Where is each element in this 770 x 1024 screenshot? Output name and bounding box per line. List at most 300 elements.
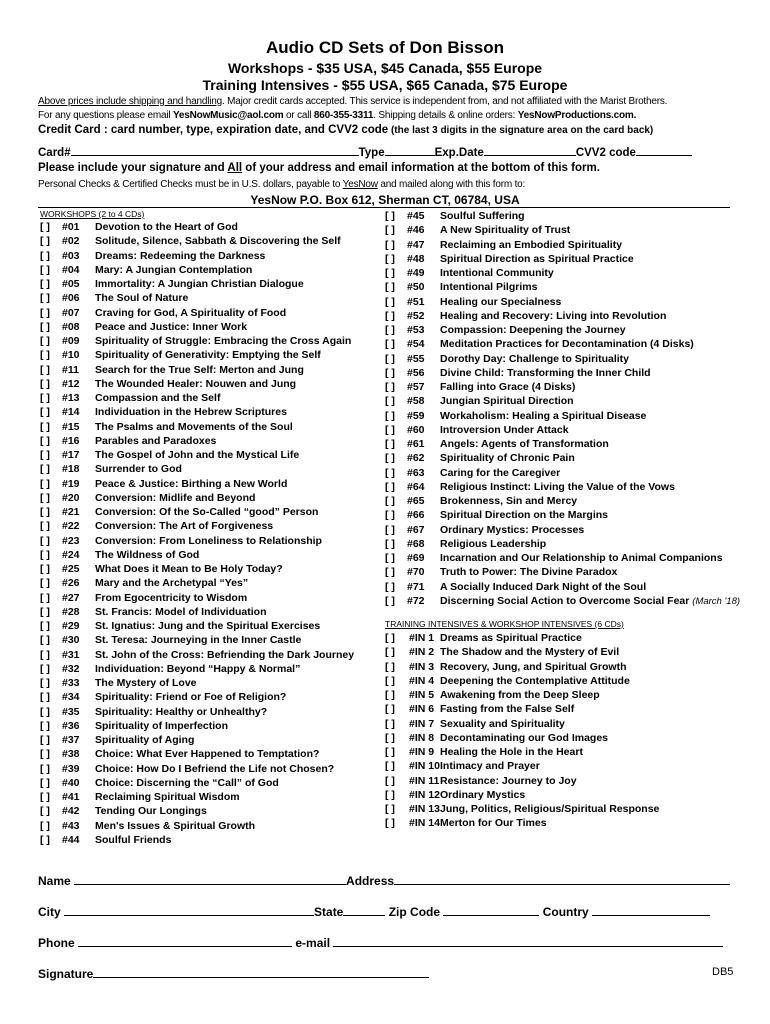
- workshop-item: [40, 234, 380, 248]
- checkbox[interactable]: [ ]: [40, 335, 50, 347]
- workshop-item: [40, 519, 380, 533]
- checkbox[interactable]: [ ]: [40, 591, 50, 604]
- item-title: Tending Our Longings: [95, 805, 207, 818]
- checks-note: Personal Checks & Certified Checks must be in U.S. dollars, payable to YesNow and mailed along with this form to:: [38, 179, 526, 190]
- item-number: #56: [407, 366, 425, 379]
- zip-field[interactable]: [443, 904, 539, 916]
- checkbox[interactable]: [ ]: [385, 495, 395, 507]
- checkbox[interactable]: [ ]: [40, 491, 50, 504]
- checkbox[interactable]: [ ]: [40, 221, 50, 233]
- state-field[interactable]: [343, 904, 385, 916]
- city-field[interactable]: [64, 904, 314, 916]
- item-title: Incarnation and Our Relationship to Animal Companions: [440, 552, 723, 564]
- checkbox[interactable]: [ ]: [385, 267, 395, 279]
- item-title: Brokenness, Sin and Mercy: [440, 495, 578, 507]
- checkbox[interactable]: [ ]: [385, 632, 395, 644]
- checkbox[interactable]: [ ]: [40, 349, 50, 362]
- signature-instructions: Please include your signature and All of your address and email information at the bottom of this form.: [38, 162, 600, 174]
- item-title: The Mystery of Love: [95, 677, 197, 689]
- item-title: Craving for God, A Spirituality of Food: [95, 306, 287, 319]
- checkbox[interactable]: [ ]: [40, 634, 50, 647]
- workshop-item: [385, 366, 735, 380]
- credit-card-instructions: Credit Card : card number, type, expiration date, and CVV2 code (the last 3 digits in the signature area on the card back): [38, 124, 654, 136]
- item-number: #27: [62, 591, 80, 604]
- checkbox[interactable]: [ ]: [40, 306, 50, 319]
- checkbox[interactable]: [ ]: [385, 324, 395, 336]
- item-number: #49: [407, 267, 425, 279]
- checkbox[interactable]: [ ]: [385, 566, 395, 579]
- item-title: The Soul of Nature: [95, 292, 189, 305]
- item-number: #IN 7: [409, 717, 435, 730]
- workshop-item: [40, 320, 380, 334]
- workshop-item: [40, 762, 380, 776]
- checkbox[interactable]: [ ]: [40, 392, 50, 404]
- item-number: #46: [407, 224, 425, 237]
- mailing-address: YesNow P.O. Box 612, Sherman CT, 06784, USA: [250, 193, 520, 207]
- item-title: St. John of the Cross: Befriending the Dark Journey: [95, 648, 355, 661]
- checkbox[interactable]: [ ]: [40, 748, 50, 761]
- workshop-item: [40, 776, 380, 790]
- item-number: #63: [407, 466, 425, 479]
- item-title: Peace and Justice: Inner Work: [95, 320, 248, 333]
- item-title: A New Spirituality of Trust: [440, 224, 571, 237]
- checkbox[interactable]: [ ]: [385, 689, 395, 701]
- checkbox[interactable]: [ ]: [385, 594, 395, 607]
- item-title: Conversion: Midlife and Beyond: [95, 491, 256, 504]
- checkbox[interactable]: [ ]: [385, 803, 395, 815]
- item-title: Immortality: A Jungian Christian Dialogue: [95, 278, 304, 290]
- website-link[interactable]: YesNowProductions.com.: [517, 110, 637, 121]
- intensive-item: [385, 688, 735, 702]
- item-number: #32: [62, 662, 80, 675]
- contact-email[interactable]: YesNowMusic@aol.com: [173, 110, 284, 121]
- checkbox[interactable]: [ ]: [385, 552, 395, 564]
- intensives-header: TRAINING INTENSIVES & WORKSHOP INTENSIVES (6 CDs): [385, 619, 624, 629]
- item-number: #66: [407, 509, 425, 522]
- item-title: Parables and Paradoxes: [95, 434, 217, 447]
- checkbox[interactable]: [ ]: [40, 449, 50, 461]
- item-number: #62: [407, 452, 425, 465]
- intensive-item: [385, 759, 735, 773]
- item-title: Spirituality: Friend or Foe of Religion?: [95, 691, 287, 704]
- item-number: #IN 2: [409, 646, 435, 659]
- item-number: #23: [62, 534, 80, 547]
- checkbox[interactable]: [ ]: [40, 292, 50, 305]
- item-number: #IN 12: [409, 788, 440, 801]
- item-number: #04: [62, 263, 80, 276]
- workshop-item: [40, 619, 380, 633]
- item-title: Intentional Community: [440, 267, 554, 279]
- workshop-item: [385, 437, 735, 451]
- name-field[interactable]: [74, 873, 346, 885]
- item-number: #15: [62, 420, 80, 433]
- workshop-item: [40, 576, 380, 590]
- workshop-item: [40, 548, 380, 562]
- workshop-item: [40, 491, 380, 505]
- contact-phone: 860-355-3311: [313, 110, 374, 121]
- item-number: #65: [407, 495, 425, 507]
- checkbox[interactable]: [ ]: [40, 662, 50, 675]
- card-number-field[interactable]: [71, 144, 359, 156]
- workshop-item: [385, 337, 735, 351]
- item-title: Religious Leadership: [440, 537, 547, 550]
- workshop-item: [385, 409, 735, 423]
- item-number: #26: [62, 577, 80, 590]
- item-number: #36: [62, 719, 80, 732]
- item-title: The Wounded Healer: Nouwen and Jung: [95, 377, 297, 390]
- checkbox[interactable]: [ ]: [385, 674, 395, 687]
- item-number: #58: [407, 395, 425, 408]
- item-title: Intentional Pilgrims: [440, 281, 538, 294]
- item-number: #01: [62, 221, 80, 233]
- item-number: #45: [407, 210, 425, 222]
- item-number: #IN 14: [409, 817, 440, 830]
- item-number: #60: [407, 423, 425, 436]
- checkbox[interactable]: [ ]: [40, 406, 50, 419]
- page-title: Audio CD Sets of Don Bisson: [266, 38, 504, 57]
- checkbox[interactable]: [ ]: [385, 338, 395, 351]
- item-title: Healing and Recovery: Living into Revolution: [440, 309, 667, 322]
- item-number: #34: [62, 691, 80, 704]
- item-title: St. Ignatius: Jung and the Spiritual Exercises: [95, 620, 321, 632]
- item-number: #47: [407, 238, 425, 251]
- item-number: #09: [62, 335, 80, 347]
- checkbox[interactable]: [ ]: [385, 760, 395, 773]
- checkbox[interactable]: [ ]: [40, 805, 50, 818]
- item-number: #10: [62, 349, 80, 362]
- item-title: Ordinary Mystics: [440, 788, 526, 801]
- item-title: Reclaiming an Embodied Spirituality: [440, 238, 623, 251]
- cvv2-field[interactable]: [636, 144, 692, 156]
- checkbox[interactable]: [ ]: [385, 252, 395, 265]
- workshop-item: [385, 565, 735, 579]
- intensive-prices: Training Intensives - $55 USA, $65 Canada, $75 Europe: [202, 77, 568, 93]
- checkbox[interactable]: [ ]: [385, 352, 395, 365]
- checkbox[interactable]: [ ]: [40, 278, 50, 290]
- checkbox[interactable]: [ ]: [40, 263, 50, 276]
- checkbox[interactable]: [ ]: [385, 731, 395, 744]
- item-number: #41: [62, 791, 80, 803]
- item-number: #52: [407, 309, 425, 322]
- workshop-item: [40, 562, 380, 576]
- workshop-item: [385, 252, 735, 266]
- item-title: St. Teresa: Journeying in the Inner Castle: [95, 634, 302, 647]
- intensive-item: [385, 674, 735, 688]
- item-title: Recovery, Jung, and Spiritual Growth: [440, 660, 627, 673]
- item-number: #69: [407, 552, 425, 564]
- item-title: Surrender to God: [95, 463, 182, 476]
- email-field[interactable]: [333, 935, 723, 947]
- workshop-item: [385, 238, 735, 252]
- item-title: Individuation: Beyond “Happy & Normal”: [95, 662, 301, 675]
- item-title: Awakening from the Deep Sleep: [440, 689, 600, 701]
- checkbox[interactable]: [ ]: [40, 705, 50, 718]
- item-title: Choice: How Do I Befriend the Life not Chosen?: [95, 762, 335, 775]
- checkbox[interactable]: [ ]: [385, 523, 395, 536]
- checkbox[interactable]: [ ]: [40, 776, 50, 789]
- item-number: #08: [62, 320, 80, 333]
- checkbox[interactable]: [ ]: [385, 423, 395, 436]
- workshop-item: [40, 534, 380, 548]
- checkbox[interactable]: [ ]: [40, 762, 50, 775]
- checkbox[interactable]: [ ]: [40, 648, 50, 661]
- item-number: #68: [407, 537, 425, 550]
- workshops-column-right: [385, 209, 741, 831]
- item-title: Decontaminating our God Images: [440, 731, 609, 744]
- checkbox[interactable]: [ ]: [385, 295, 395, 308]
- checkbox[interactable]: [ ]: [40, 506, 50, 518]
- card-row: Card# Type Exp.Date CVV2 code: [38, 144, 738, 159]
- item-title: Introversion Under Attack: [440, 423, 569, 436]
- workshop-item: [40, 662, 380, 676]
- item-number: #IN 1: [409, 632, 435, 644]
- item-number: #19: [62, 477, 80, 490]
- item-title: Fasting from the False Self: [440, 703, 575, 716]
- item-title: Search for the True Self: Merton and Jung: [95, 363, 304, 376]
- checkbox[interactable]: [ ]: [40, 463, 50, 476]
- item-title: The Shadow and the Mystery of Evil: [440, 646, 620, 659]
- intensive-item: [385, 745, 735, 759]
- checkbox[interactable]: [ ]: [40, 563, 50, 575]
- checkbox[interactable]: [ ]: [385, 409, 395, 422]
- checkbox[interactable]: [ ]: [40, 477, 50, 490]
- workshop-item: [385, 394, 735, 408]
- item-number: #38: [62, 748, 80, 761]
- item-title: Deepening the Contemplative Attitude: [440, 674, 630, 687]
- item-number: #44: [62, 833, 80, 846]
- workshop-item: [385, 323, 735, 337]
- item-number: #64: [407, 480, 425, 493]
- workshop-item: [40, 633, 380, 647]
- checkbox[interactable]: [ ]: [40, 363, 50, 376]
- item-number: #17: [62, 449, 80, 461]
- checkbox[interactable]: [ ]: [385, 395, 395, 408]
- checkbox[interactable]: [ ]: [40, 249, 50, 262]
- item-title: The Psalms and Movements of the Soul: [95, 420, 293, 433]
- item-number: #33: [62, 677, 80, 689]
- workshop-item: [40, 462, 380, 476]
- checkbox[interactable]: [ ]: [40, 791, 50, 803]
- item-number: #IN 5: [409, 689, 435, 701]
- item-title: Individuation in the Hebrew Scriptures: [95, 406, 287, 419]
- workshop-prices: Workshops - $35 USA, $45 Canada, $55 Europe: [227, 60, 543, 76]
- checkbox[interactable]: [ ]: [40, 520, 50, 533]
- checkbox[interactable]: [ ]: [385, 210, 395, 222]
- workshop-item: [385, 523, 735, 537]
- item-title: Compassion: Deepening the Journey: [440, 324, 626, 336]
- item-title: Mary and the Archetypal “Yes”: [95, 577, 249, 590]
- card-type-field[interactable]: [385, 144, 435, 156]
- workshop-item: [40, 434, 380, 448]
- workshop-item: [40, 448, 380, 462]
- item-title: Soulful Suffering: [440, 210, 525, 222]
- item-title: Intimacy and Prayer: [440, 760, 540, 773]
- item-title: Spirituality of Struggle: Embracing the Cross Again: [95, 335, 352, 347]
- item-title: The Wildness of God: [95, 548, 200, 561]
- checkbox[interactable]: [ ]: [385, 366, 395, 379]
- checkbox[interactable]: [ ]: [385, 646, 395, 659]
- item-title: Merton for Our Times: [440, 817, 547, 830]
- signature-row: Signature: [38, 966, 429, 981]
- item-number: #IN 9: [409, 746, 435, 758]
- checkbox[interactable]: [ ]: [40, 819, 50, 832]
- address-field[interactable]: [394, 873, 730, 885]
- item-title: Conversion: Of the So-Called “good” Person: [95, 506, 319, 518]
- item-title: Peace & Justice: Birthing a New World: [95, 477, 288, 490]
- checkbox[interactable]: [ ]: [40, 420, 50, 433]
- checkbox[interactable]: [ ]: [40, 605, 50, 618]
- item-number: #70: [407, 566, 425, 579]
- contact-line: For any questions please email YesNowMusic@aol.com or call 860-355-3311. Shipping details & online orders: YesNowProductions.com.: [38, 110, 637, 121]
- checkbox[interactable]: [ ]: [40, 320, 50, 333]
- item-number: #55: [407, 352, 425, 365]
- item-number: #05: [62, 278, 80, 290]
- workshop-item: [40, 747, 380, 761]
- signature-field[interactable]: [93, 966, 429, 978]
- checkbox[interactable]: [ ]: [40, 577, 50, 590]
- item-title: Choice: Discerning the “Call” of God: [95, 776, 279, 789]
- checkbox[interactable]: [ ]: [40, 691, 50, 704]
- item-title: Reclaiming Spiritual Wisdom: [95, 791, 240, 803]
- checkbox[interactable]: [ ]: [40, 534, 50, 547]
- workshops-column-left: [40, 209, 380, 847]
- workshop-item: [40, 804, 380, 818]
- checkbox[interactable]: [ ]: [385, 580, 395, 593]
- workshop-item: [385, 309, 735, 323]
- item-number: #21: [62, 506, 80, 518]
- item-title: Spirituality of Imperfection: [95, 719, 229, 732]
- item-number: #59: [407, 409, 425, 422]
- checkbox[interactable]: [ ]: [385, 309, 395, 322]
- item-title: Religious Instinct: Living the Value of the Vows: [440, 480, 675, 493]
- workshop-item: [40, 334, 380, 348]
- checkbox[interactable]: [ ]: [40, 235, 50, 248]
- item-title: Meditation Practices for Decontamination (4 Disks): [440, 338, 694, 351]
- item-title: Divine Child: Transforming the Inner Child: [440, 366, 651, 379]
- checkbox[interactable]: [ ]: [40, 548, 50, 561]
- item-number: #31: [62, 648, 80, 661]
- workshop-item: [385, 580, 735, 594]
- workshop-item: [40, 220, 380, 234]
- checkbox[interactable]: [ ]: [385, 438, 395, 450]
- workshop-item: [40, 733, 380, 747]
- workshop-item: [40, 690, 380, 704]
- checkbox[interactable]: [ ]: [40, 734, 50, 746]
- item-note: (March '18): [692, 595, 741, 607]
- divider: [38, 207, 730, 208]
- item-title: From Egocentricity to Wisdom: [95, 591, 248, 604]
- item-title: The Gospel of John and the Mystical Life: [95, 449, 300, 461]
- workshop-item: [40, 676, 380, 690]
- checkbox[interactable]: [ ]: [385, 281, 395, 294]
- checkbox[interactable]: [ ]: [385, 509, 395, 522]
- workshop-list-right: [385, 209, 741, 608]
- checkbox[interactable]: [ ]: [40, 377, 50, 390]
- intensive-list: [385, 631, 735, 831]
- checkbox[interactable]: [ ]: [385, 480, 395, 493]
- intensive-item: [385, 816, 735, 830]
- checkbox[interactable]: [ ]: [385, 452, 395, 465]
- item-number: #IN 3: [409, 660, 435, 673]
- workshop-item: [385, 537, 735, 551]
- form-code: DB5: [712, 966, 734, 978]
- phone-field[interactable]: [78, 935, 292, 947]
- item-number: #11: [62, 363, 79, 376]
- checkbox[interactable]: [ ]: [40, 719, 50, 732]
- workshop-item: [385, 280, 735, 294]
- item-number: #02: [62, 235, 80, 248]
- item-number: #IN 10: [409, 760, 440, 773]
- country-field[interactable]: [592, 904, 710, 916]
- checkbox[interactable]: [ ]: [385, 817, 395, 830]
- item-number: #IN 6: [409, 703, 435, 716]
- checkbox[interactable]: [ ]: [385, 466, 395, 479]
- workshop-item: [40, 505, 380, 519]
- checkbox[interactable]: [ ]: [385, 788, 395, 801]
- checkbox[interactable]: [ ]: [385, 703, 395, 716]
- checkbox[interactable]: [ ]: [385, 660, 395, 673]
- workshop-item: [385, 380, 735, 394]
- item-number: #71: [407, 580, 425, 593]
- checkbox[interactable]: [ ]: [385, 381, 395, 393]
- item-title: Compassion and the Self: [95, 392, 221, 404]
- item-number: #18: [62, 463, 80, 476]
- item-title: A Socially Induced Dark Night of the Soul: [440, 580, 647, 593]
- intensive-item: [385, 731, 735, 745]
- item-number: #30: [62, 634, 80, 647]
- workshop-item: [385, 295, 735, 309]
- checkbox[interactable]: [ ]: [40, 833, 50, 846]
- item-title: Soulful Friends: [95, 833, 172, 846]
- item-number: #37: [62, 734, 80, 746]
- workshop-item: [40, 420, 380, 434]
- prices-note: Above prices include shipping and handling. Major credit cards accepted. This service is independent from, and not affiliated with the Marist Brothers.: [38, 96, 668, 107]
- workshop-item: [385, 494, 735, 508]
- workshop-item: [40, 391, 380, 405]
- item-title: Spirituality of Chronic Pain: [440, 452, 575, 465]
- item-number: #IN 4: [409, 674, 435, 687]
- item-title: Mary: A Jungian Contemplation: [95, 263, 253, 276]
- checkbox[interactable]: [ ]: [40, 620, 50, 632]
- checkbox[interactable]: [ ]: [385, 746, 395, 758]
- name-address-row: Name Address: [38, 873, 730, 888]
- checkbox[interactable]: [ ]: [385, 537, 395, 550]
- checkbox[interactable]: [ ]: [40, 677, 50, 689]
- checkbox[interactable]: [ ]: [385, 224, 395, 237]
- workshop-item: [385, 594, 741, 608]
- item-number: #43: [62, 819, 80, 832]
- exp-date-field[interactable]: [484, 144, 576, 156]
- checkbox[interactable]: [ ]: [385, 774, 395, 787]
- item-title: Dreams: Redeeming the Darkness: [95, 249, 266, 262]
- workshop-item: [385, 451, 735, 465]
- item-number: #20: [62, 491, 80, 504]
- checkbox[interactable]: [ ]: [40, 434, 50, 447]
- checkbox[interactable]: [ ]: [385, 238, 395, 251]
- workshop-item: [40, 249, 380, 263]
- item-title: Caring for the Caregiver: [440, 466, 561, 479]
- item-title: St. Francis: Model of Individuation: [95, 605, 267, 618]
- intensive-item: [385, 788, 735, 802]
- checkbox[interactable]: [ ]: [385, 717, 395, 730]
- item-title: What Does it Mean to Be Holy Today?: [95, 563, 283, 575]
- item-number: #25: [62, 563, 80, 575]
- item-number: #29: [62, 620, 80, 632]
- item-number: #51: [407, 295, 425, 308]
- workshop-item: [40, 591, 380, 605]
- workshop-item: [385, 352, 735, 366]
- item-number: #50: [407, 281, 425, 294]
